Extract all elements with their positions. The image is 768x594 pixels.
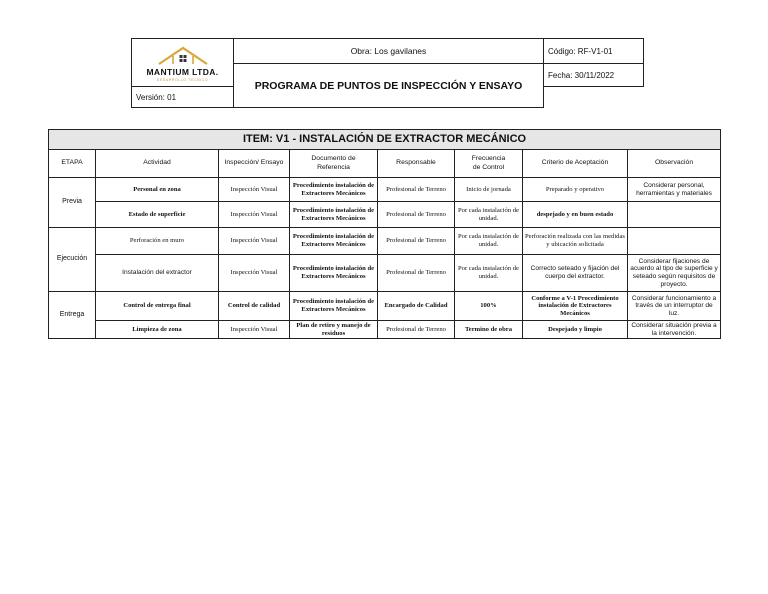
- cell-observacion: Considerar funcionamiento a través de un interruptor de luz.: [628, 292, 721, 321]
- col-criterio: Criterio de Aceptación: [523, 150, 628, 178]
- cell-criterio: Despejado y limpio: [523, 321, 628, 339]
- cell-frecuencia: Por cada instalación de unidad.: [455, 202, 523, 228]
- cell-frecuencia: 100%: [455, 292, 523, 321]
- document-header: [131, 38, 644, 108]
- cell-frecuencia: Termino de obra: [455, 321, 523, 339]
- col-inspeccion: Inspección/ Ensayo: [219, 150, 290, 178]
- cell-criterio: despejado y en buen estado: [523, 202, 628, 228]
- company-name: MANTIUM LTDA.: [146, 66, 219, 77]
- program-title: PROGRAMA DE PUNTOS DE INSPECCIÓN Y ENSAYO: [234, 64, 544, 108]
- cell-responsable: Profesional de Terreno: [378, 178, 455, 202]
- table-row: [49, 178, 721, 202]
- col-etapa: ETAPA: [49, 150, 96, 178]
- cell-frecuencia: Por cada instalación de unidad.: [455, 255, 523, 292]
- table-row: [49, 321, 721, 339]
- cell-inspeccion: Inspección Visual: [219, 228, 290, 255]
- cell-actividad: Estado de superficie: [96, 202, 219, 228]
- column-header-row: [49, 150, 721, 178]
- col-observacion: Observación: [628, 150, 721, 178]
- table-row: [49, 202, 721, 228]
- house-roof-icon: [153, 44, 213, 66]
- cell-criterio: Correcto seteado y fijación del cuerpo del extractor.: [523, 255, 628, 292]
- cell-observacion: Considerar situación previa a la intervención.: [628, 321, 721, 339]
- cell-actividad: Perforación en muro: [96, 228, 219, 255]
- col-frecuencia: Frecuencia de Control: [455, 150, 523, 178]
- cell-responsable: Profesional de Terreno: [378, 202, 455, 228]
- cell-inspeccion: Inspección Visual: [219, 202, 290, 228]
- table-row: [49, 292, 721, 321]
- cell-responsable: Profesional de Terreno: [378, 255, 455, 292]
- company-logo: [132, 44, 233, 82]
- cell-inspeccion: Inspección Visual: [219, 255, 290, 292]
- cell-documento: Procedimiento instalación de Extractores Mecánicos: [290, 228, 378, 255]
- cell-actividad: Personal en zona: [96, 178, 219, 202]
- cell-responsable: Encargado de Calidad: [378, 292, 455, 321]
- codigo-label: Código: RF-V1-01: [544, 39, 644, 64]
- cell-documento: Procedimiento instalación de Extractores Mecánicos: [290, 178, 378, 202]
- cell-criterio: Conforme a V-1 Procedimiento instalación de Extractores Mecánicos: [523, 292, 628, 321]
- company-tagline: DESARROLLO TECNICO: [156, 77, 209, 82]
- stage-ejecucion: Ejecución: [49, 228, 96, 292]
- table-row: [49, 255, 721, 292]
- cell-observacion: [628, 202, 721, 228]
- cell-frecuencia: Inicio de jornada: [455, 178, 523, 202]
- col-documento: Documento de Referencia: [290, 150, 378, 178]
- col-responsable: Responsable: [378, 150, 455, 178]
- cell-documento: Procedimiento instalación de Extractores Mecánicos: [290, 202, 378, 228]
- cell-observacion: Considerar fijaciones de acuerdo al tipo de superficie y seteado según requisitos de proyecto.: [628, 255, 721, 292]
- cell-observacion: Considerar personal, herramientas y materiales: [628, 178, 721, 202]
- fecha-label: Fecha: 30/11/2022: [544, 64, 644, 87]
- cell-actividad: Limpieza de zona: [96, 321, 219, 339]
- cell-observacion: [628, 228, 721, 255]
- obra-label: Obra: Los gavilanes: [234, 39, 544, 64]
- cell-documento: Procedimiento instalación de Extractores Mecánicos: [290, 292, 378, 321]
- stage-previa: Previa: [49, 178, 96, 228]
- stage-entrega: Entrega: [49, 292, 96, 339]
- cell-actividad: Instalación del extractor: [96, 255, 219, 292]
- cell-inspeccion: Inspección Visual: [219, 321, 290, 339]
- cell-responsable: Profesional de Terreno: [378, 228, 455, 255]
- cell-inspeccion: Control de calidad: [219, 292, 290, 321]
- cell-frecuencia: Por cada instalación de unidad.: [455, 228, 523, 255]
- col-actividad: Actividad: [96, 150, 219, 178]
- cell-documento: Plan de retiro y manejo de residuos: [290, 321, 378, 339]
- cell-inspeccion: Inspección Visual: [219, 178, 290, 202]
- logo-cell: [132, 39, 234, 87]
- item-title: ITEM: V1 - INSTALACIÓN DE EXTRACTOR MECÁNICO: [49, 130, 721, 150]
- cell-documento: Procedimiento instalación de Extractores Mecánicos: [290, 255, 378, 292]
- cell-responsable: Profesional de Terreno: [378, 321, 455, 339]
- cell-criterio: Perforación realizada con las medidas y ubicación solicitada: [523, 228, 628, 255]
- cell-criterio: Preparado y operativo: [523, 178, 628, 202]
- version-label: Versión: 01: [132, 87, 234, 108]
- cell-actividad: Control de entrega final: [96, 292, 219, 321]
- inspection-table: [48, 129, 721, 339]
- item-title-row: [49, 130, 721, 150]
- table-row: [49, 228, 721, 255]
